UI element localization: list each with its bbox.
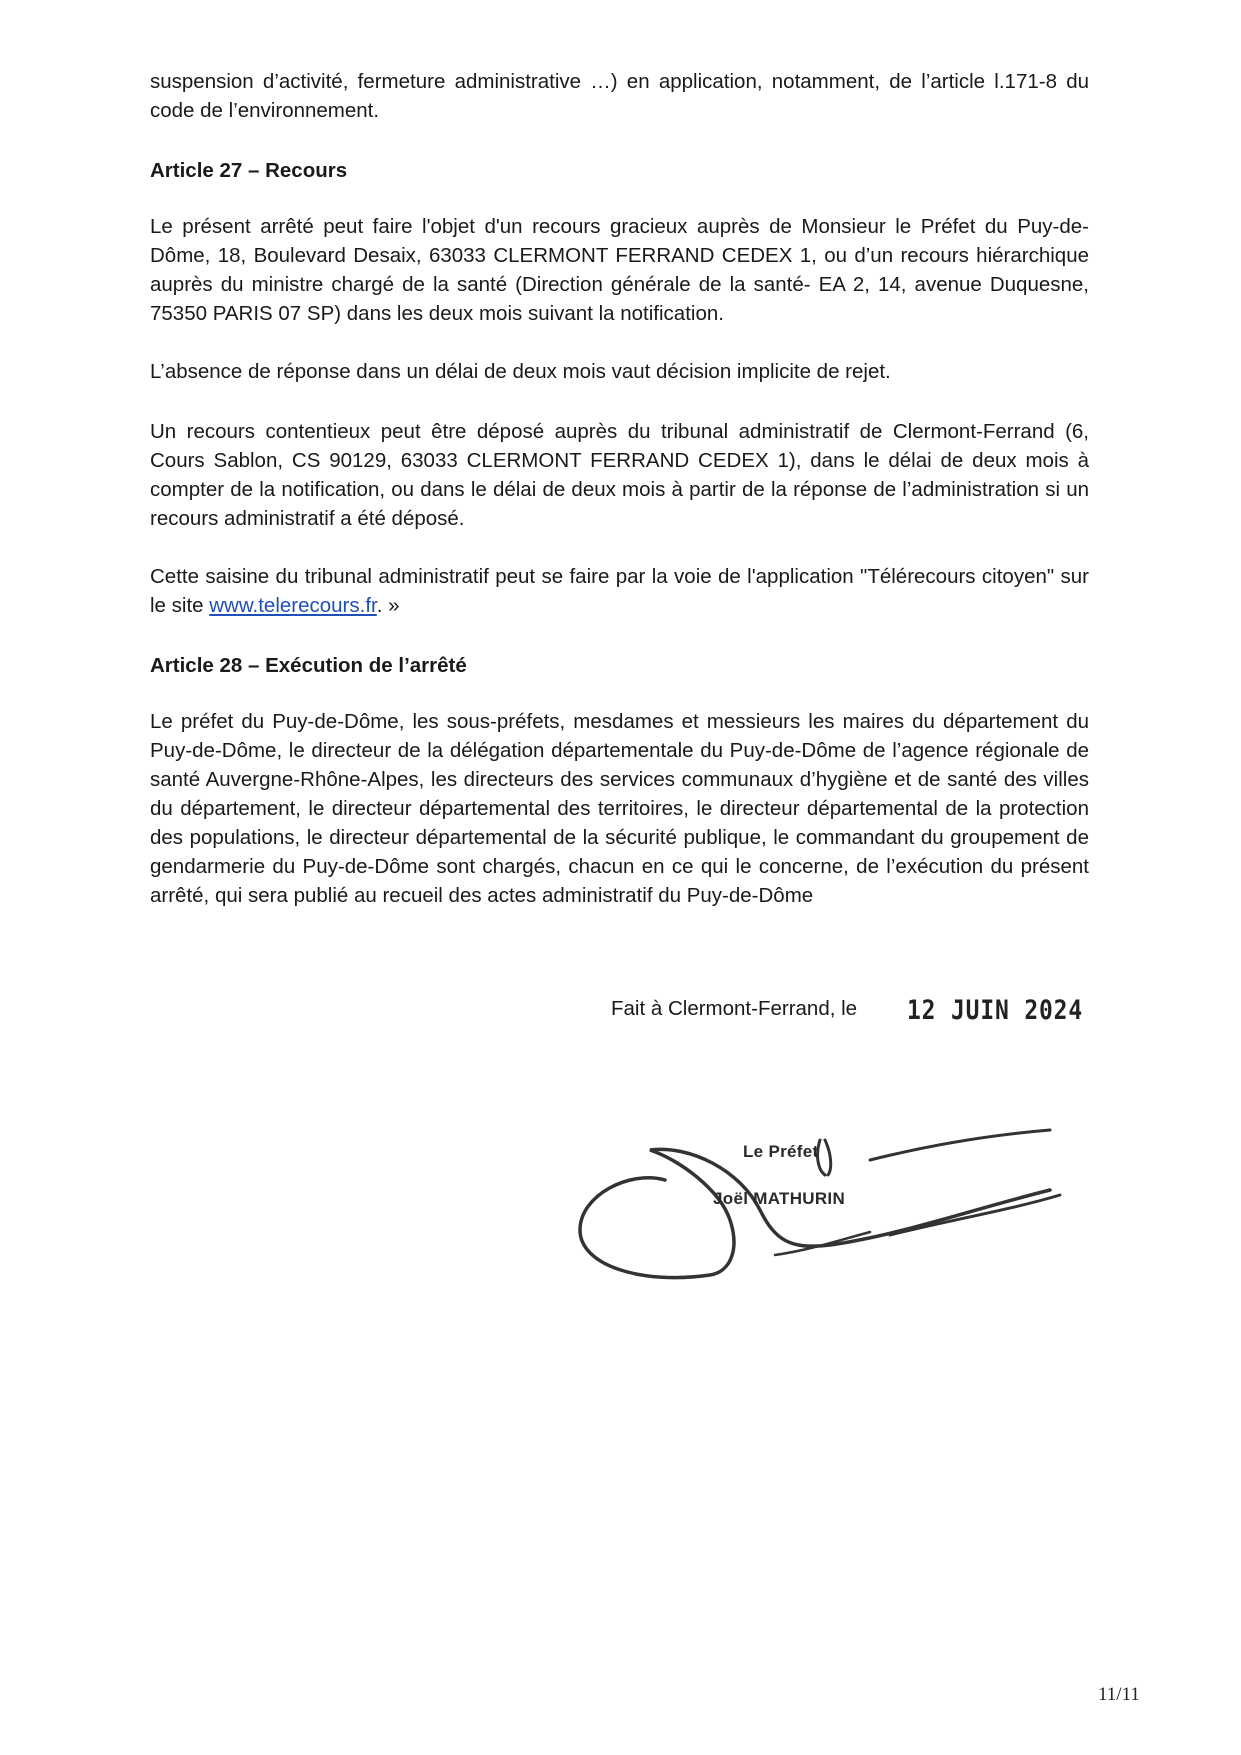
- telerecours-link[interactable]: www.telerecours.fr: [209, 594, 377, 617]
- paragraph-text: Le présent arrêté peut faire l'objet d'un recours gracieux auprès de Monsieur le Préfet du Puy-de-Dôme, 18, Boulevard Desaix, 63033 CLERMONT FERRAND CEDEX 1, ou d’un recours hiérarchique auprès du ministre chargé de la santé (Direction générale de la santé- EA 2, 14, avenue Duquesne, 75350 PARIS 07 SP) dans les deux mois suivant la notification.: [150, 215, 1089, 325]
- paragraph-text: [150, 562, 1089, 620]
- paragraph-text: suspension d’activité, fermeture administrative …) en application, notamment, de l’article l.171-8 du code de l’environnement.: [150, 70, 1089, 122]
- telerecours-text-before: Cette saisine du tribunal administratif peut se faire par la voie de l'application "Télérecours citoyen" sur le site: [150, 565, 1089, 617]
- date-stamp: 12 JUIN 2024: [907, 995, 1084, 1026]
- telerecours-text-after: . »: [376, 594, 400, 617]
- paragraph-text: Un recours contentieux peut être déposé auprès du tribunal administratif de Clermont-Ferrand (6, Cours Sablon, CS 90129, 63033 CLERMONT FERRAND CEDEX 1), dans le délai de deux mois à compter de la notification, ou dans le délai de deux mois à partir de la réponse de l’administration si un recours administratif a été déposé.: [150, 420, 1089, 530]
- paragraph-absence-reponse: [150, 357, 1089, 386]
- paragraph-intro: [150, 67, 1089, 125]
- article-28-heading: Article 28 – Exécution de l’arrêté: [150, 654, 467, 677]
- signature-place-line: Fait à Clermont-Ferrand, le: [611, 997, 858, 1020]
- signatory-name: Joël MATHURIN: [713, 1189, 846, 1208]
- paragraph-recours-contentieux: [150, 417, 1089, 533]
- article-28-heading-block: [150, 651, 1089, 680]
- signatory-title: Le Préfet: [743, 1142, 819, 1161]
- paragraph-execution: [150, 707, 1089, 910]
- paragraph-telerecours: [150, 562, 1089, 620]
- article-27-heading: Article 27 – Recours: [150, 159, 348, 182]
- page-number: 11/11: [1098, 1684, 1140, 1705]
- paragraph-text: L’absence de réponse dans un délai de deux mois vaut décision implicite de rejet.: [150, 360, 891, 383]
- article-27-heading-block: [150, 156, 1089, 185]
- paragraph-recours-gracieux: [150, 212, 1089, 328]
- paragraph-text: Le préfet du Puy-de-Dôme, les sous-préfets, mesdames et messieurs les maires du département du Puy-de-Dôme, le directeur de la délégation départementale du Puy-de-Dôme de l’agence régionale de santé Auvergne-Rhône-Alpes, les directeurs des services communaux d’hygiène et de santé des villes du département, le directeur départemental des territoires, le directeur départemental de la protection des populations, le directeur départemental de la sécurité publique, le commandant du groupement de gendarmerie du Puy-de-Dôme sont chargés, chacun en ce qui le concerne, de l’exécution du présent arrêté, qui sera publié au recueil des actes administratif du Puy-de-Dôme: [150, 710, 1089, 907]
